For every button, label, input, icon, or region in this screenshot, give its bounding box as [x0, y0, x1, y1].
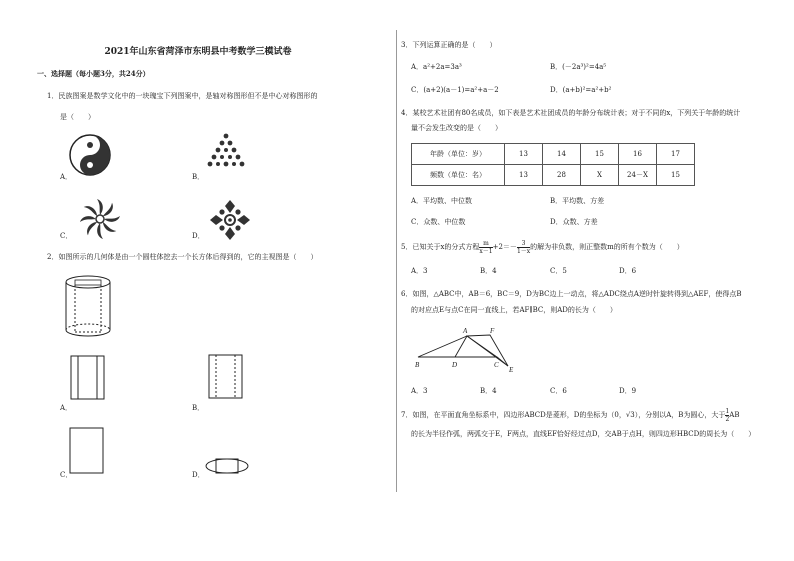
- point-label-f: F: [490, 327, 495, 335]
- table-row: [412, 165, 695, 186]
- q4-stem-cont: 量不会发生改变的是（ ）: [411, 124, 502, 132]
- table-row: [412, 144, 695, 165]
- table-cell: 13: [505, 165, 543, 186]
- q4-option-c: C．众数、中位数: [411, 218, 466, 226]
- table-cell: 24－X: [619, 165, 657, 186]
- q3-option-a: A．a²+2a=3a³: [411, 63, 462, 71]
- q3-option-c: C．(a+2)(a－1)=a²+a－2: [411, 86, 499, 94]
- section-heading: 一、选择题（每小题3分，共24分）: [37, 69, 150, 78]
- q4-option-a: A．平均数、中位数: [411, 197, 473, 205]
- q1-stem: 1．民族图案是数学文化中的一块瑰宝下列图案中，是轴对称图形但不是中心对称图形的: [47, 92, 318, 100]
- q7-stem: [401, 407, 739, 423]
- q2-option-c: C．: [60, 471, 73, 479]
- q5-fraction-2-num: 3: [517, 240, 530, 248]
- age-frequency-table: [411, 143, 695, 186]
- q2-option-a: A．: [60, 404, 73, 412]
- q5-fraction-1: [479, 240, 492, 255]
- table-cell: 年龄（单位：岁）: [412, 144, 505, 165]
- q4-stem: 4．某校艺术社团有80名成员，如下表是艺术社团成员的年龄分布统计表；对于不同的x，下列关于年龄的统计: [401, 109, 741, 117]
- table-cell: 13: [505, 144, 543, 165]
- hollow-cylinder-figure: [62, 274, 114, 340]
- q4-option-d: D．众数、方差: [550, 218, 598, 226]
- yin-yang-icon: [68, 133, 112, 177]
- table-cell: X: [581, 165, 619, 186]
- table-cell: 17: [657, 144, 695, 165]
- q5-stem-mid: +2＝－: [492, 243, 517, 251]
- table-cell: 14: [543, 144, 581, 165]
- exam-title: 2021年山东省菏泽市东明县中考数学三模试卷: [104, 47, 292, 57]
- q5-option-d: D．6: [619, 267, 637, 275]
- q5-option-a: A．3: [411, 267, 428, 275]
- q1-stem-cont: 是（ ）: [60, 113, 95, 121]
- q7-stem-cont: 的长为半径作弧，两弧交于E，F两点，直线EF恰好经过点D，交AB于点H，则四边形HBCD的周长为（ ）: [411, 430, 756, 438]
- q1-option-d: D．: [192, 232, 205, 240]
- point-label-d: D: [452, 361, 458, 369]
- q5-fraction-1-num: m: [479, 240, 492, 248]
- q7-fraction-den: 2: [725, 415, 730, 423]
- q6-stem: 6．如图，△ABC中，AB＝6，BC＝9，D为BC边上一动点，将△ADC绕点A逆时针旋转得到△AEF，使得点B: [401, 290, 742, 298]
- front-view-ellipse: [204, 456, 250, 476]
- table-cell: 15: [581, 144, 619, 165]
- q3-option-d: D．(a+b)²=a²+b²: [550, 86, 612, 94]
- column-divider: [396, 30, 397, 492]
- q5-stem-pre: 5．已知关于x的分式方程: [401, 243, 480, 251]
- pinwheel-flower-icon: [77, 196, 123, 242]
- q2-stem: 2．如图所示的几何体是由一个圆柱体挖去一个长方体后得到的，它的主视图是（ ）: [47, 253, 318, 261]
- front-view-solid-lines: [70, 355, 106, 401]
- point-label-c: C: [494, 361, 499, 369]
- q1-option-b: B．: [192, 173, 205, 181]
- q6-option-b: B．4: [480, 387, 497, 395]
- q6-option-d: D．9: [619, 387, 637, 395]
- q2-option-b: B．: [192, 404, 205, 412]
- table-cell: 16: [619, 144, 657, 165]
- table-cell: 15: [657, 165, 695, 186]
- q4-option-b: B．平均数、方差: [550, 197, 605, 205]
- q2-option-d: D．: [192, 471, 205, 479]
- triangle-pattern-icon: [205, 132, 247, 172]
- q6-option-a: A．3: [411, 387, 428, 395]
- q3-stem: 3．下列运算正确的是（ ）: [401, 41, 497, 49]
- q6-option-c: C．6: [550, 387, 567, 395]
- point-label-b: B: [415, 361, 420, 369]
- q3-option-b: B．(－2a³)²=4a⁵: [550, 63, 607, 71]
- q7-fraction-num: 1: [725, 407, 730, 415]
- q7-stem-pre: 7．如图，在平面直角坐标系中，四边形ABCD是菱形，D的坐标为（0，√3），分别以A，B为圆心，大于: [401, 411, 726, 419]
- q5-option-c: C．5: [550, 267, 567, 275]
- q5-stem: [401, 239, 684, 255]
- q6-stem-cont: 的对应点E与点C在同一直线上，若AF∥BC，则AD的长为（ ）: [411, 306, 617, 314]
- table-cell: 28: [543, 165, 581, 186]
- q7-stem-post: AB: [729, 411, 740, 419]
- q5-stem-post: 的解为非负数，则正整数m的所有个数为（ ）: [530, 243, 684, 251]
- point-label-e: E: [509, 366, 514, 374]
- point-label-a: A: [463, 327, 468, 335]
- q5-option-b: B．4: [480, 267, 497, 275]
- q1-option-a: A．: [60, 173, 73, 181]
- q1-option-c: C．: [60, 232, 73, 240]
- q5-fraction-1-den: x－1: [479, 247, 493, 255]
- table-cell: 频数（单位：名）: [412, 165, 505, 186]
- triangle-rotation-figure: [412, 324, 520, 374]
- q5-fraction-2: [517, 240, 530, 255]
- front-view-plain-rect: [69, 427, 105, 475]
- q5-fraction-2-den: 1－x: [516, 247, 531, 255]
- cross-flower-icon: [208, 198, 252, 242]
- front-view-dashed-lines: [208, 354, 244, 400]
